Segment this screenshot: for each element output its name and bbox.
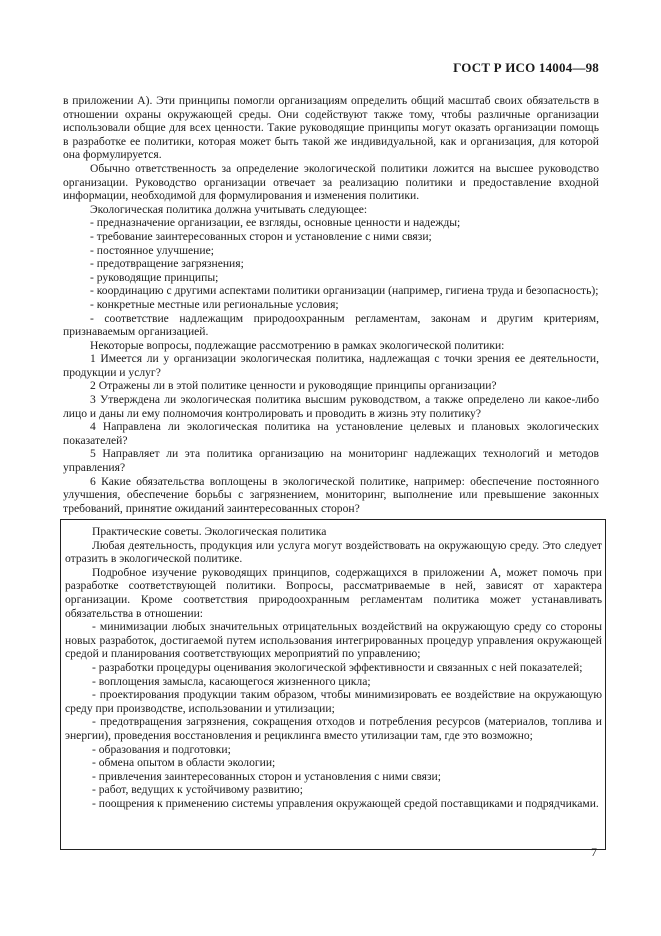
body-paragraph: - постоянное улучшение; [90, 243, 214, 257]
body-text [63, 94, 599, 515]
box-paragraph: - привлечения заинтересованных сторон и установления с ними связи; [92, 769, 441, 783]
practical-advice-box [60, 519, 606, 850]
box-paragraph: Практические советы. Экологическая политика [92, 525, 327, 538]
body-paragraph: - предотвращение загрязнения; [90, 257, 244, 271]
body-paragraph: в приложении А). Эти принципы помогли организациям определить общий масштаб своих обязательств в отношении охраны окружающей среды. Они содействуют также тому, чтобы различные организации использовали общие для всех ценности. Такие руководящие принципы могут оказать организации помощь в разработке ее политики, которая может быть такой же индивидуальной, как и организация, для которой она формулируется. [63, 94, 599, 162]
body-paragraph: 1 Имеется ли у организации экологическая политика, надлежащая с точки зрения ее деятельности, продукции и услуг? [63, 352, 599, 379]
body-paragraph: 3 Утверждена ли экологическая политика высшим руководством, а также определено ли какое-либо лицо и даны ли ему полномочия контролировать и проводить в жизнь эту политику? [63, 393, 599, 420]
body-paragraph: - требование заинтересованных сторон и установление с ними связи; [90, 229, 432, 243]
body-paragraph: Некоторые вопросы, подлежащие рассмотрению в рамках экологической политики: [90, 338, 505, 352]
body-paragraph: 5 Направляет ли эта политика организацию на мониторинг надлежащих технологий и методов управления? [63, 447, 599, 475]
box-paragraph: - образования и подготовки; [92, 742, 231, 756]
body-paragraph: Обычно ответственность за определение экологической политики ложится на высшее руководство организации. Руководство организации отвечает за реализацию политики и предоставление входной информации, необходимой для формулирования и изменения политики. [63, 161, 599, 203]
body-paragraph: - координацию с другими аспектами политики организации (например, гигиена труда и безопасность); [90, 284, 599, 298]
box-paragraph: - разработки процедуры оценивания экологической эффективности и связанных с ней показателей; [92, 660, 583, 674]
box-paragraph: - проектирования продукции таким образом, чтобы минимизировать ее воздействие на окружающую среду при производстве, использовании и утилизации; [65, 688, 602, 715]
body-paragraph: Экологическая политика должна учитывать следующее: [90, 202, 368, 216]
box-paragraph: - работ, ведущих к устойчивому развитию; [92, 783, 303, 797]
body-paragraph: - предназначение организации, ее взгляды, основные ценности и надежды; [90, 216, 461, 230]
body-paragraph: 2 Отражены ли в этой политике ценности и руководящие принципы организации? [90, 379, 497, 393]
body-paragraph: 4 Направлена ли экологическая политика на установление целевых и плановых экологических показателей? [63, 420, 599, 447]
box-paragraph: Подробное изучение руководящих принципов, содержащихся в приложении А, может помочь при разработке соответствующей политики. Вопросы, рассматриваемые в ней, зависят от характера организации. Кроме соответствия природоохранным регламентам политика может устанавливать обязательства в отношении: [65, 565, 602, 620]
box-paragraph: - поощрения к применению системы управления окружающей средой поставщиками и подрядчиками. [92, 796, 599, 810]
box-paragraph: - обмена опытом в области экологии; [92, 756, 276, 770]
box-paragraph: Любая деятельность, продукция или услуга могут воздействовать на окружающую среду. Это следует отразить в экологической политике. [65, 538, 602, 566]
box-paragraph: - воплощения замысла, касающегося жизненного цикла; [92, 674, 371, 688]
body-paragraph: - конкретные местные или региональные условия; [90, 297, 339, 311]
page-number: 7 [591, 845, 597, 859]
page-header-title: ГОСТ Р ИСО 14004—98 [453, 60, 599, 75]
box-paragraph: - минимизации любых значительных отрицательных воздействий на окружающую среду со стороны новых разработок, достигаемой путем использования интегрированных процедур управления окружающей средой и планирования соответствующих мероприятий по управлению; [65, 620, 602, 661]
box-paragraph: - предотвращения загрязнения, сокращения отходов и потребления ресурсов (материалов, топлива и энергии), проведения восстановления и рециклинга вместо утилизации там, где это возможно; [65, 715, 602, 742]
body-paragraph: 6 Какие обязательства воплощены в экологической политике, например: обеспечение постоянного улучшения, обеспечение борьбы с загрязнением, мониторинг, выполнение или превышение законных требований, принятие ожиданий заинтересованных сторон? [63, 474, 599, 515]
body-paragraph: - соответствие надлежащим природоохранным регламентам, законам и другим критериям, признаваемым организацией. [63, 311, 599, 339]
body-paragraph: - руководящие принципы; [90, 270, 219, 284]
